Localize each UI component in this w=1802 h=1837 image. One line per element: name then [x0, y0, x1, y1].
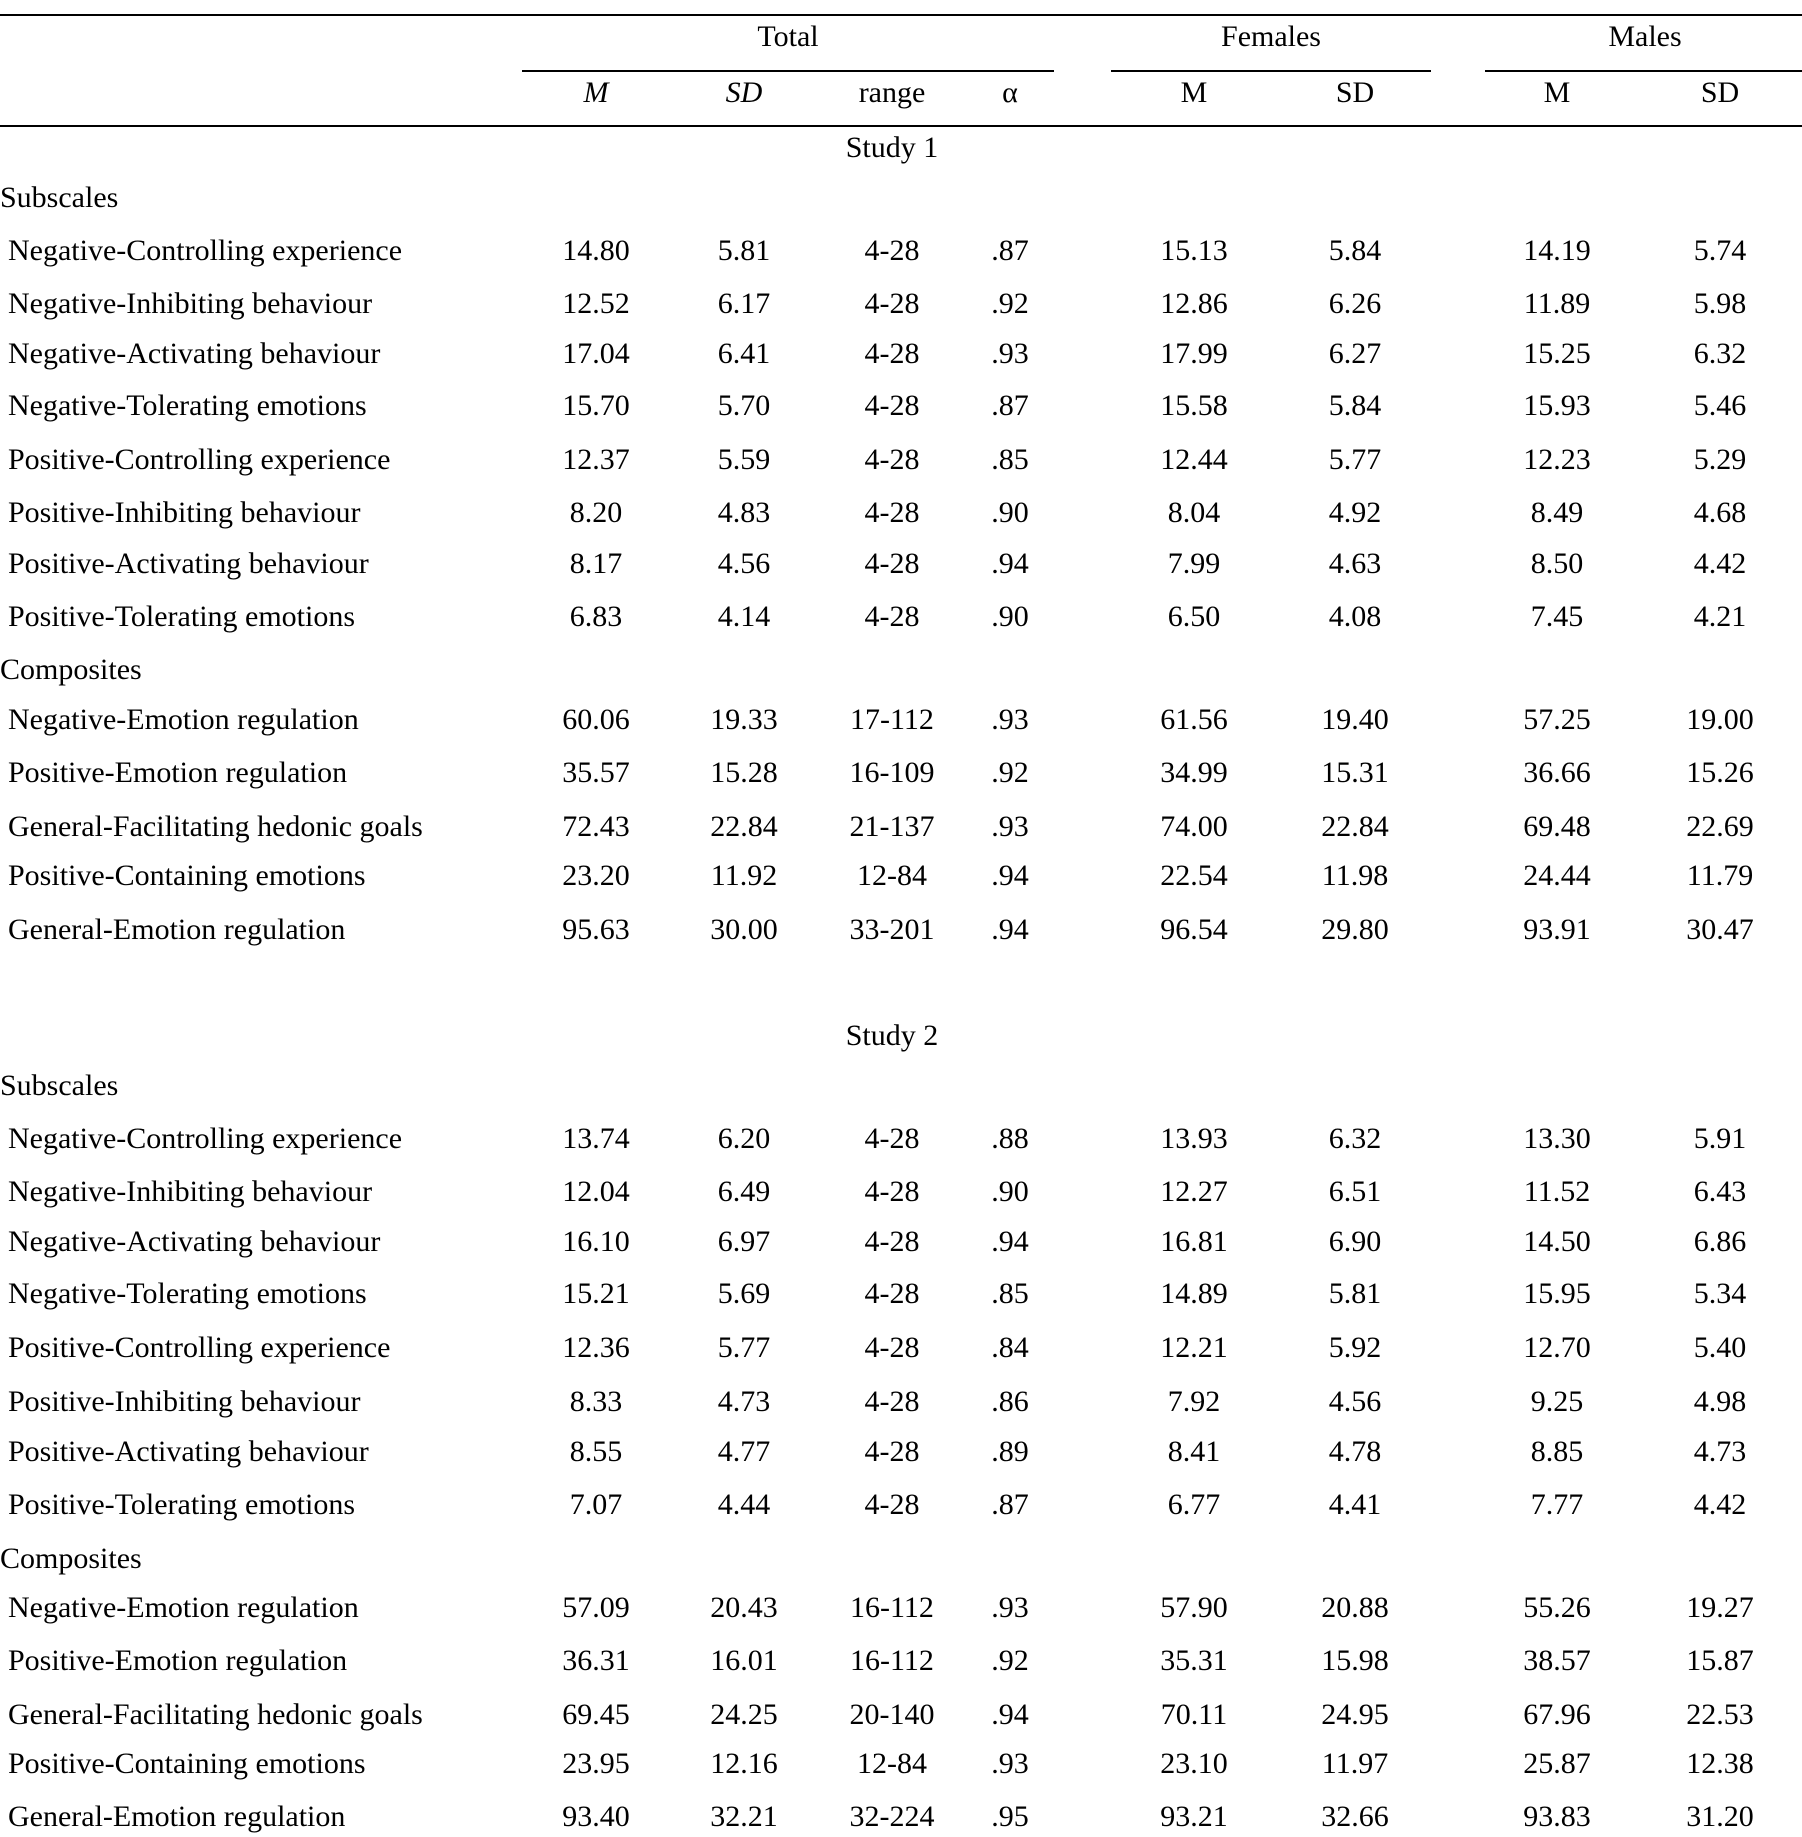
- row-label: General-Emotion regulation: [8, 913, 346, 946]
- total-range-cell: 17-112: [850, 703, 934, 736]
- females-sd-cell: 6.27: [1328, 337, 1382, 370]
- males-m-cell: 93.83: [1523, 1800, 1591, 1833]
- total-m-cell: 8.20: [569, 496, 623, 529]
- study-title: Study 2: [845, 1019, 939, 1052]
- row-label: Negative-Tolerating emotions: [8, 389, 367, 422]
- total-m-cell: 69.45: [562, 1698, 630, 1731]
- total-sd-cell: 5.59: [717, 443, 771, 476]
- females-m-cell: 34.99: [1160, 756, 1228, 789]
- total-alpha-cell: .87: [991, 1488, 1029, 1521]
- section-label: Subscales: [0, 181, 119, 214]
- total-alpha-cell: .85: [991, 443, 1029, 476]
- total-group-underline: [522, 70, 1054, 72]
- total-alpha-cell: .89: [991, 1435, 1029, 1468]
- total-sd-cell: 11.92: [710, 859, 778, 892]
- row-label: Positive-Activating behaviour: [8, 1435, 369, 1468]
- females-m-cell: 15.13: [1160, 234, 1228, 267]
- total-sd-cell: 4.77: [717, 1435, 771, 1468]
- row-label: Positive-Emotion regulation: [8, 1644, 348, 1677]
- females-m-cell: 96.54: [1160, 913, 1228, 946]
- total-alpha-cell: .93: [991, 1591, 1029, 1624]
- total-m-cell: 12.52: [562, 287, 630, 320]
- females-sd-cell: 5.92: [1328, 1331, 1382, 1364]
- males-sd-cell: 12.38: [1686, 1747, 1754, 1780]
- total-m-cell: 16.10: [562, 1225, 630, 1258]
- total-range-cell: 32-224: [849, 1800, 935, 1833]
- row-label: Negative-Emotion regulation: [8, 703, 359, 736]
- row-label: Negative-Activating behaviour: [8, 337, 381, 370]
- group-header-males: Males: [1608, 20, 1682, 53]
- females-sd-cell: 15.98: [1321, 1644, 1389, 1677]
- total-m-cell: 60.06: [562, 703, 630, 736]
- total-range-cell: 4-28: [864, 496, 920, 529]
- males-m-cell: 55.26: [1523, 1591, 1591, 1624]
- total-m-cell: 15.21: [562, 1277, 630, 1310]
- total-sd-cell: 32.21: [710, 1800, 778, 1833]
- females-sd-cell: 5.84: [1328, 389, 1382, 422]
- total-m-cell: 93.40: [562, 1800, 630, 1833]
- row-label: Negative-Emotion regulation: [8, 1591, 359, 1624]
- total-sd-cell: 22.84: [710, 810, 778, 843]
- total-alpha-cell: .93: [991, 703, 1029, 736]
- total-alpha-cell: .95: [991, 1800, 1029, 1833]
- males-m-cell: 11.52: [1523, 1175, 1591, 1208]
- row-label: Negative-Controlling experience: [8, 234, 403, 267]
- total-range-cell: 12-84: [857, 1747, 927, 1780]
- section-label: Composites: [0, 653, 142, 686]
- total-m-cell: 8.55: [569, 1435, 623, 1468]
- females-sd-cell: 4.56: [1328, 1385, 1382, 1418]
- females-sd-cell: 6.32: [1328, 1122, 1382, 1155]
- total-sd-cell: 4.83: [717, 496, 771, 529]
- total-range-cell: 16-109: [849, 756, 935, 789]
- row-label: Negative-Inhibiting behaviour: [8, 1175, 373, 1208]
- males-m-cell: 8.49: [1530, 496, 1584, 529]
- total-sd-cell: 30.00: [710, 913, 778, 946]
- females-m-cell: 35.31: [1160, 1644, 1228, 1677]
- males-group-underline: [1485, 70, 1802, 72]
- total-alpha-cell: .87: [991, 389, 1029, 422]
- males-sd-cell: 6.32: [1693, 337, 1747, 370]
- total-range-cell: 4-28: [864, 389, 920, 422]
- females-m-cell: 17.99: [1160, 337, 1228, 370]
- females-m-cell: 8.04: [1167, 496, 1221, 529]
- total-m-cell: 95.63: [562, 913, 630, 946]
- females-sd-cell: 5.84: [1328, 234, 1382, 267]
- header-bottom-rule: [0, 125, 1802, 127]
- males-m-cell: 15.25: [1523, 337, 1591, 370]
- total-alpha-cell: .88: [991, 1122, 1029, 1155]
- total-range-cell: 33-201: [849, 913, 935, 946]
- total-alpha-cell: .86: [991, 1385, 1029, 1418]
- total-sd-cell: 4.14: [717, 600, 771, 633]
- section-label: Subscales: [0, 1069, 119, 1102]
- total-alpha-cell: .93: [991, 810, 1029, 843]
- total-sd-cell: 6.20: [717, 1122, 771, 1155]
- females-m-cell: 6.77: [1167, 1488, 1221, 1521]
- total-m-cell: 8.17: [569, 547, 623, 580]
- males-m-cell: 7.45: [1530, 600, 1584, 633]
- total-sd-cell: 19.33: [710, 703, 778, 736]
- females-sd-cell: 6.26: [1328, 287, 1382, 320]
- row-label: General-Facilitating hedonic goals: [8, 810, 423, 843]
- females-sd-cell: 15.31: [1321, 756, 1389, 789]
- total-alpha-cell: .92: [991, 1644, 1029, 1677]
- total-m-cell: 14.80: [562, 234, 630, 267]
- males-sd-cell: 15.87: [1686, 1644, 1754, 1677]
- males-sd-cell: 4.21: [1693, 600, 1747, 633]
- males-m-cell: 14.19: [1523, 234, 1591, 267]
- males-m-cell: 36.66: [1523, 756, 1591, 789]
- total-sd-cell: 12.16: [710, 1747, 778, 1780]
- females-m-cell: 74.00: [1160, 810, 1228, 843]
- females-sd-cell: 22.84: [1321, 810, 1389, 843]
- study-title: Study 1: [845, 131, 939, 164]
- total-range-cell: 4-28: [864, 443, 920, 476]
- row-label: Negative-Activating behaviour: [8, 1225, 381, 1258]
- males-sd-cell: 4.98: [1693, 1385, 1747, 1418]
- males-m-cell: 14.50: [1523, 1225, 1591, 1258]
- males-m-cell: 7.77: [1530, 1488, 1584, 1521]
- females-m-cell: 7.92: [1167, 1385, 1221, 1418]
- total-sd-cell: 6.41: [717, 337, 771, 370]
- section-label: Composites: [0, 1542, 142, 1575]
- row-label: General-Emotion regulation: [8, 1800, 346, 1833]
- total-range-cell: 4-28: [864, 600, 920, 633]
- females-m-cell: 12.44: [1160, 443, 1228, 476]
- females-sd-cell: 11.98: [1321, 859, 1389, 892]
- females-m-cell: 12.21: [1160, 1331, 1228, 1364]
- males-sd-cell: 6.43: [1693, 1175, 1747, 1208]
- row-label: Positive-Activating behaviour: [8, 547, 369, 580]
- row-label: Positive-Containing emotions: [8, 859, 366, 892]
- females-sd-cell: 4.08: [1328, 600, 1382, 633]
- females-m-cell: 13.93: [1160, 1122, 1228, 1155]
- total-sd-cell: 5.69: [717, 1277, 771, 1310]
- total-alpha-cell: .94: [991, 1225, 1029, 1258]
- row-label: Negative-Controlling experience: [8, 1122, 403, 1155]
- females-m-cell: 14.89: [1160, 1277, 1228, 1310]
- males-sd-cell: 30.47: [1686, 913, 1754, 946]
- group-header-total: Total: [757, 20, 819, 53]
- males-m-cell: 13.30: [1523, 1122, 1591, 1155]
- males-sd-cell: 4.42: [1693, 547, 1747, 580]
- total-m-cell: 13.74: [562, 1122, 630, 1155]
- total-alpha-cell: .84: [991, 1331, 1029, 1364]
- total-alpha-cell: .90: [991, 600, 1029, 633]
- total-m-cell: 7.07: [569, 1488, 623, 1521]
- females-sd-cell: 32.66: [1321, 1800, 1389, 1833]
- row-label: Positive-Emotion regulation: [8, 756, 348, 789]
- total-sd-cell: 15.28: [710, 756, 778, 789]
- row-label: Positive-Tolerating emotions: [8, 600, 356, 633]
- total-sd-cell: 5.77: [717, 1331, 771, 1364]
- col-header-total-sd: SD: [725, 76, 763, 109]
- males-sd-cell: 31.20: [1686, 1800, 1754, 1833]
- total-alpha-cell: .92: [991, 756, 1029, 789]
- total-range-cell: 4-28: [864, 1488, 920, 1521]
- total-range-cell: 21-137: [849, 810, 935, 843]
- total-alpha-cell: .92: [991, 287, 1029, 320]
- females-m-cell: 16.81: [1160, 1225, 1228, 1258]
- males-sd-cell: 19.27: [1686, 1591, 1754, 1624]
- males-m-cell: 11.89: [1523, 287, 1591, 320]
- col-header-total-range: range: [858, 76, 926, 109]
- males-m-cell: 15.95: [1523, 1277, 1591, 1310]
- males-sd-cell: 11.79: [1686, 859, 1754, 892]
- total-alpha-cell: .94: [991, 859, 1029, 892]
- total-range-cell: 4-28: [864, 287, 920, 320]
- males-sd-cell: 4.68: [1693, 496, 1747, 529]
- col-header-females-m: M: [1180, 76, 1208, 109]
- males-m-cell: 25.87: [1523, 1747, 1591, 1780]
- males-sd-cell: 5.46: [1693, 389, 1747, 422]
- total-range-cell: 4-28: [864, 547, 920, 580]
- total-range-cell: 4-28: [864, 1225, 920, 1258]
- total-range-cell: 20-140: [849, 1698, 935, 1731]
- females-sd-cell: 5.77: [1328, 443, 1382, 476]
- females-m-cell: 22.54: [1160, 859, 1228, 892]
- row-label: Negative-Tolerating emotions: [8, 1277, 367, 1310]
- total-alpha-cell: .94: [991, 913, 1029, 946]
- total-alpha-cell: .93: [991, 337, 1029, 370]
- total-m-cell: 12.37: [562, 443, 630, 476]
- males-sd-cell: 4.42: [1693, 1488, 1747, 1521]
- row-label: Positive-Tolerating emotions: [8, 1488, 356, 1521]
- total-m-cell: 17.04: [562, 337, 630, 370]
- total-sd-cell: 4.73: [717, 1385, 771, 1418]
- total-m-cell: 35.57: [562, 756, 630, 789]
- females-m-cell: 6.50: [1167, 600, 1221, 633]
- females-m-cell: 57.90: [1160, 1591, 1228, 1624]
- total-range-cell: 4-28: [864, 234, 920, 267]
- males-sd-cell: 6.86: [1693, 1225, 1747, 1258]
- total-range-cell: 4-28: [864, 1385, 920, 1418]
- females-sd-cell: 4.78: [1328, 1435, 1382, 1468]
- total-m-cell: 36.31: [562, 1644, 630, 1677]
- males-sd-cell: 15.26: [1686, 756, 1754, 789]
- females-m-cell: 15.58: [1160, 389, 1228, 422]
- col-header-total-alpha: α: [1002, 76, 1018, 109]
- total-alpha-cell: .90: [991, 1175, 1029, 1208]
- males-m-cell: 93.91: [1523, 913, 1591, 946]
- females-sd-cell: 29.80: [1321, 913, 1389, 946]
- males-sd-cell: 4.73: [1693, 1435, 1747, 1468]
- males-m-cell: 67.96: [1523, 1698, 1591, 1731]
- total-range-cell: 4-28: [864, 1331, 920, 1364]
- col-header-males-sd: SD: [1700, 76, 1740, 109]
- total-sd-cell: 6.49: [717, 1175, 771, 1208]
- males-sd-cell: 5.40: [1693, 1331, 1747, 1364]
- females-m-cell: 93.21: [1160, 1800, 1228, 1833]
- females-m-cell: 23.10: [1160, 1747, 1228, 1780]
- total-range-cell: 12-84: [857, 859, 927, 892]
- females-m-cell: 7.99: [1167, 547, 1221, 580]
- females-m-cell: 70.11: [1160, 1698, 1228, 1731]
- col-header-total-m: M: [583, 76, 609, 109]
- col-header-males-m: M: [1543, 76, 1571, 109]
- total-range-cell: 4-28: [864, 1435, 920, 1468]
- females-sd-cell: 20.88: [1321, 1591, 1389, 1624]
- top-rule: [0, 14, 1802, 16]
- total-alpha-cell: .94: [991, 547, 1029, 580]
- row-label: Positive-Controlling experience: [8, 1331, 391, 1364]
- males-m-cell: 57.25: [1523, 703, 1591, 736]
- row-label: Negative-Inhibiting behaviour: [8, 287, 373, 320]
- total-m-cell: 12.04: [562, 1175, 630, 1208]
- males-sd-cell: 5.34: [1693, 1277, 1747, 1310]
- males-sd-cell: 22.53: [1686, 1698, 1754, 1731]
- males-sd-cell: 19.00: [1686, 703, 1754, 736]
- males-sd-cell: 5.91: [1693, 1122, 1747, 1155]
- row-label: Positive-Containing emotions: [8, 1747, 366, 1780]
- total-sd-cell: 4.56: [717, 547, 771, 580]
- males-m-cell: 9.25: [1530, 1385, 1584, 1418]
- females-sd-cell: 11.97: [1321, 1747, 1389, 1780]
- males-m-cell: 8.50: [1530, 547, 1584, 580]
- total-m-cell: 12.36: [562, 1331, 630, 1364]
- females-sd-cell: 24.95: [1321, 1698, 1389, 1731]
- males-sd-cell: 5.29: [1693, 443, 1747, 476]
- females-m-cell: 12.27: [1160, 1175, 1228, 1208]
- total-m-cell: 8.33: [569, 1385, 623, 1418]
- total-sd-cell: 6.97: [717, 1225, 771, 1258]
- males-m-cell: 24.44: [1523, 859, 1591, 892]
- total-range-cell: 4-28: [864, 1175, 920, 1208]
- total-sd-cell: 24.25: [710, 1698, 778, 1731]
- males-sd-cell: 5.74: [1693, 234, 1747, 267]
- total-range-cell: 4-28: [864, 1122, 920, 1155]
- total-range-cell: 4-28: [864, 1277, 920, 1310]
- row-label: Positive-Controlling experience: [8, 443, 391, 476]
- females-sd-cell: 4.41: [1328, 1488, 1382, 1521]
- total-range-cell: 4-28: [864, 337, 920, 370]
- row-label: General-Facilitating hedonic goals: [8, 1698, 423, 1731]
- females-sd-cell: 4.63: [1328, 547, 1382, 580]
- total-alpha-cell: .85: [991, 1277, 1029, 1310]
- total-sd-cell: 4.44: [717, 1488, 771, 1521]
- total-sd-cell: 5.70: [717, 389, 771, 422]
- total-range-cell: 16-112: [850, 1591, 934, 1624]
- females-sd-cell: 4.92: [1328, 496, 1382, 529]
- total-range-cell: 16-112: [850, 1644, 934, 1677]
- females-sd-cell: 5.81: [1328, 1277, 1382, 1310]
- males-sd-cell: 5.98: [1693, 287, 1747, 320]
- females-sd-cell: 6.51: [1328, 1175, 1382, 1208]
- females-sd-cell: 19.40: [1321, 703, 1389, 736]
- total-m-cell: 57.09: [562, 1591, 630, 1624]
- males-m-cell: 8.85: [1530, 1435, 1584, 1468]
- females-m-cell: 61.56: [1160, 703, 1228, 736]
- col-header-females-sd: SD: [1335, 76, 1375, 109]
- females-group-underline: [1111, 70, 1431, 72]
- total-alpha-cell: .94: [991, 1698, 1029, 1731]
- total-alpha-cell: .93: [991, 1747, 1029, 1780]
- total-sd-cell: 6.17: [717, 287, 771, 320]
- total-sd-cell: 20.43: [710, 1591, 778, 1624]
- total-m-cell: 72.43: [562, 810, 630, 843]
- row-label: Positive-Inhibiting behaviour: [8, 496, 361, 529]
- males-m-cell: 12.70: [1523, 1331, 1591, 1364]
- total-m-cell: 23.20: [562, 859, 630, 892]
- group-header-females: Females: [1221, 20, 1321, 53]
- males-m-cell: 38.57: [1523, 1644, 1591, 1677]
- females-m-cell: 12.86: [1160, 287, 1228, 320]
- females-sd-cell: 6.90: [1328, 1225, 1382, 1258]
- total-sd-cell: 5.81: [717, 234, 771, 267]
- row-label: Positive-Inhibiting behaviour: [8, 1385, 361, 1418]
- males-m-cell: 69.48: [1523, 810, 1591, 843]
- males-m-cell: 15.93: [1523, 389, 1591, 422]
- females-m-cell: 8.41: [1167, 1435, 1221, 1468]
- total-m-cell: 15.70: [562, 389, 630, 422]
- total-m-cell: 6.83: [569, 600, 623, 633]
- total-alpha-cell: .87: [991, 234, 1029, 267]
- total-alpha-cell: .90: [991, 496, 1029, 529]
- males-m-cell: 12.23: [1523, 443, 1591, 476]
- total-sd-cell: 16.01: [710, 1644, 778, 1677]
- total-m-cell: 23.95: [562, 1747, 630, 1780]
- males-sd-cell: 22.69: [1686, 810, 1754, 843]
